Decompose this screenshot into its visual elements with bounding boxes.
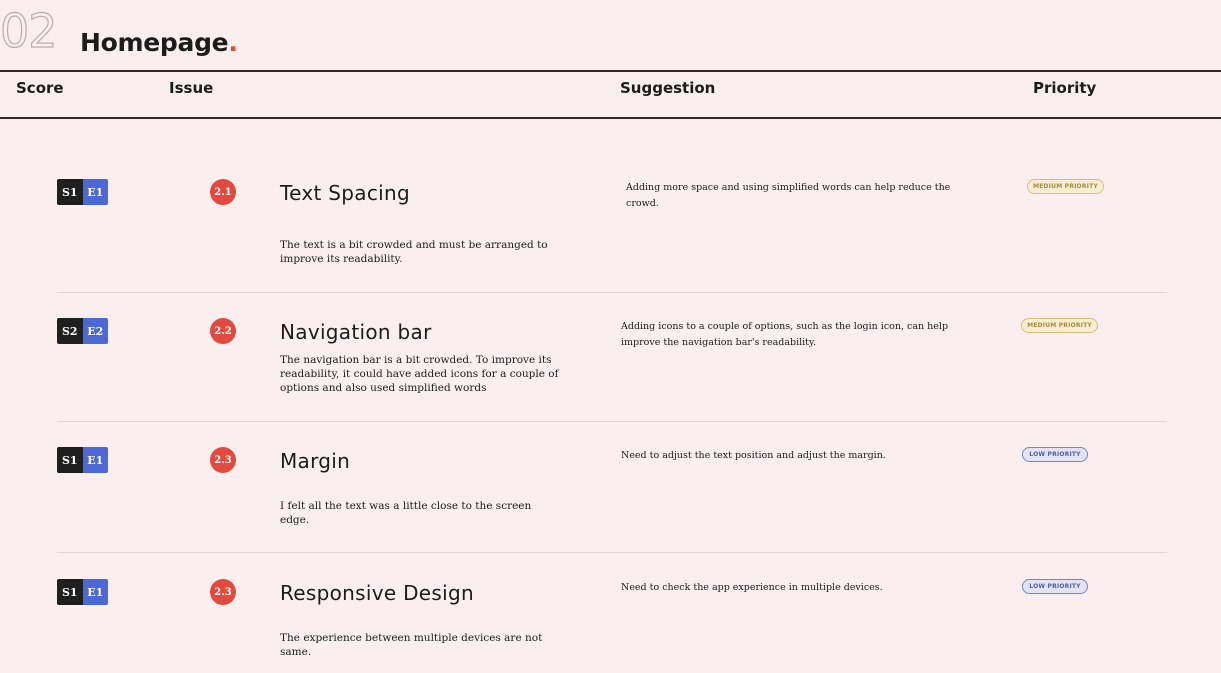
issue-title: Text Spacing (280, 181, 410, 205)
issue-number-badge: 2.3 (210, 447, 236, 473)
priority-badge: MEDIUM PRIORITY (1021, 318, 1098, 333)
effort-score: E2 (83, 318, 109, 344)
severity-score: S2 (57, 318, 83, 344)
page-title (80, 28, 238, 57)
priority-badge: LOW PRIORITY (1022, 447, 1088, 462)
issue-title: Margin (280, 449, 351, 473)
row-divider (57, 421, 1167, 422)
score-chip (57, 447, 108, 473)
priority-badge: LOW PRIORITY (1022, 579, 1088, 594)
row-divider (57, 552, 1167, 553)
issue-description: The navigation bar is a bit crowded. To improve its readability, it could have added icons for a couple of options and also used simplified words (280, 354, 559, 394)
column-header-suggestion: Suggestion (620, 79, 716, 97)
column-header-priority: Priority (1033, 79, 1097, 97)
issue-number-badge: 2.1 (210, 179, 236, 205)
issue-title: Responsive Design (280, 581, 474, 605)
issue-title: Navigation bar (280, 320, 432, 344)
issue-description: The text is a bit crowded and must be arranged to improve its readability. (280, 239, 548, 265)
effort-score: E1 (83, 179, 109, 205)
page-title-text: Homepage (80, 28, 229, 57)
issue-description: I felt all the text was a little close to the screen edge. (280, 500, 532, 526)
suggestion-text: Need to adjust the text position and adjust the margin. (621, 450, 886, 461)
severity-score: S1 (57, 579, 83, 605)
score-chip (57, 179, 108, 205)
priority-badge: MEDIUM PRIORITY (1027, 179, 1104, 194)
score-chip (57, 318, 108, 344)
effort-score: E1 (83, 579, 109, 605)
issue-number-badge: 2.3 (210, 579, 236, 605)
issue-description: The experience between multiple devices are not same. (280, 632, 543, 658)
suggestion-text: Need to check the app experience in multiple devices. (621, 582, 883, 593)
row-divider (57, 292, 1167, 293)
severity-score: S1 (57, 447, 83, 473)
column-header-score: Score (16, 79, 64, 97)
column-header-issue: Issue (169, 79, 214, 97)
section-number: 02 (0, 4, 57, 58)
suggestion-text: Adding more space and using simplified words can help reduce the crowd. (626, 182, 951, 209)
title-accent-dot: . (228, 28, 238, 57)
header-bottom-rule (0, 117, 1221, 119)
suggestion-text: Adding icons to a couple of options, such as the login icon, can help improve the navigation bar's readability. (621, 321, 949, 348)
severity-score: S1 (57, 179, 83, 205)
effort-score: E1 (83, 447, 109, 473)
score-chip (57, 579, 108, 605)
header-top-rule (0, 70, 1221, 72)
issue-number-badge: 2.2 (210, 318, 236, 344)
